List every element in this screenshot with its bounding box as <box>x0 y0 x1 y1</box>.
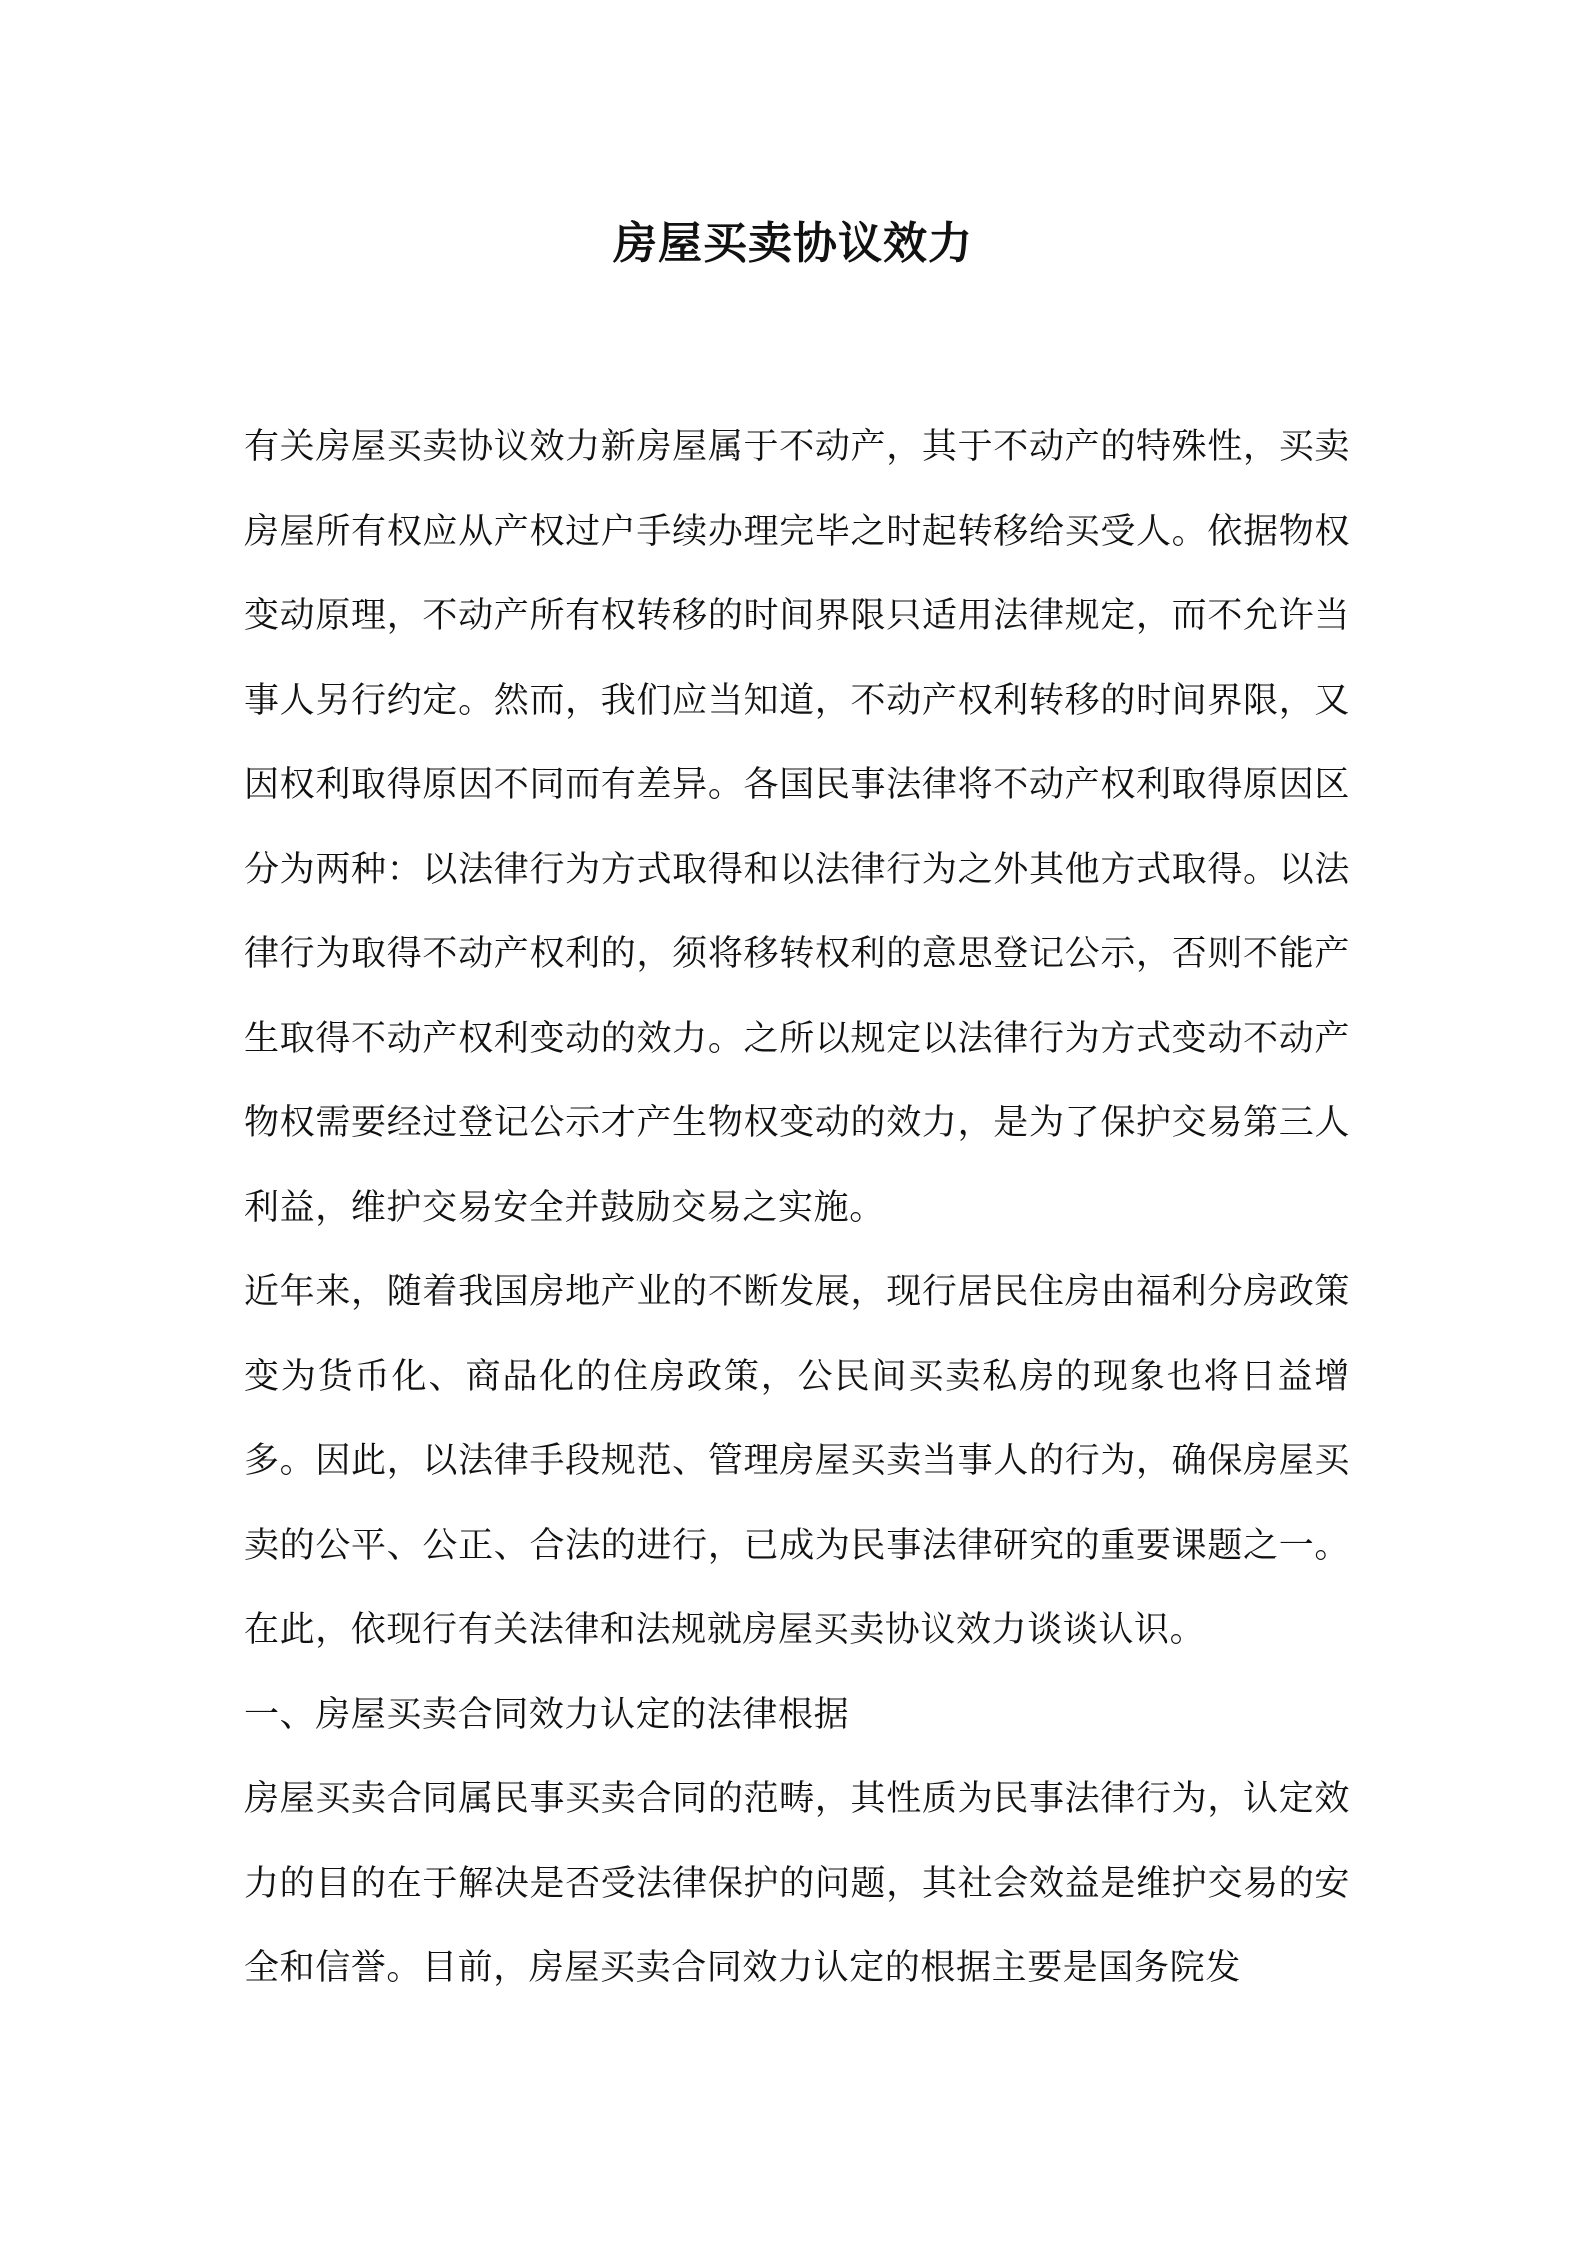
paragraph-intro: 有关房屋买卖协议效力新房屋属于不动产，其于不动产的特殊性，买卖房屋所有权应从产权过户手续办理完毕之时起转移给买受人。依据物权变动原理，不动产所有权转移的时间界限只适用法律规定，而不允许当事人另行约定。然而，我们应当知道，不动产权利转移的时间界限，又因权利取得原因不同而有差异。各国民事法律将不动产权利取得原因区分为两种：以法律行为方式取得和以法律行为之外其他方式取得。以法律行为取得不动产权利的，须将移转权利的意思登记公示，否则不能产生取得不动产权利变动的效力。之所以规定以法律行为方式变动不动产物权需要经过登记公示才产生物权变动的效力，是为了保护交易第三人利益，维护交易安全并鼓励交易之实施。 <box>244 427 1350 1228</box>
section-heading: 一、房屋买卖合同效力认定的法律根据 <box>244 1694 850 1735</box>
document-body <box>244 405 1350 2011</box>
document-title: 房屋买卖协议效力 <box>613 218 973 269</box>
paragraph-background: 近年来，随着我国房地产业的不断发展，现行居民住房由福利分房政策变为货币化、商品化的住房政策，公民间买卖私房的现象也将日益增多。因此，以法律手段规范、管理房屋买卖当事人的行为，确保房屋买卖的公平、公正、合法的进行，已成为民事法律研究的重要课题之一。在此，依现行有关法律和法规就房屋买卖协议效力谈谈认识。 <box>244 1272 1350 1650</box>
paragraph-section-one: 房屋买卖合同属民事买卖合同的范畴，其性质为民事法律行为，认定效力的目的在于解决是否受法律保护的问题，其社会效益是维护交易的安全和信誉。目前，房屋买卖合同效力认定的根据主要是国务院发 <box>244 1779 1350 1988</box>
